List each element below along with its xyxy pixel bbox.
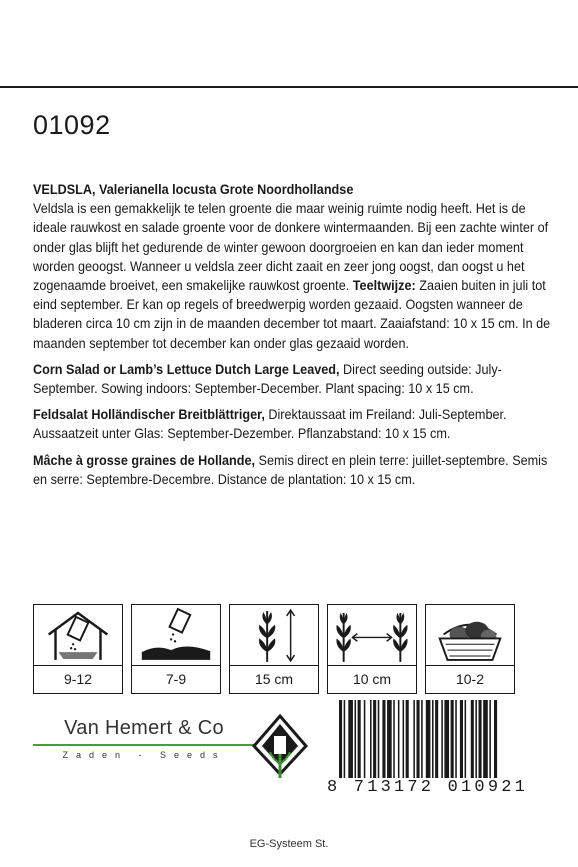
product-code: 01092 [33,110,111,140]
brand [33,717,255,760]
description [33,180,555,496]
paragraph-en [33,360,555,398]
barcode-number: 8 713172 010921 [327,778,529,797]
title-fr: Mâche à grosse graines de Hollande, [33,452,256,468]
text-en: Direct seeding outside: July-September. Sowing indoors: September-December. Plant spacing: 10 x 15 cm. [33,361,502,397]
icon-label: 15 cm [254,671,294,687]
title-en: Corn Salad or Lamb’s Lettuce Dutch Large Leaved, [33,361,340,377]
brand-rule [33,744,255,746]
greenhouse-sowing-icon [34,605,122,666]
icon-label: 9-12 [63,671,93,687]
title-de: Feldsalat Holländischer Breitblättriger, [33,407,265,423]
text-fr: Semis direct en plein terre: juillet-septembre. Semis en serre: Septembre-Decembre. Distance de plantation: 10 x 15 cm. [33,452,548,487]
cultivation-text: Zaaien buiten in juli tot eind september. Er kan op regels of breedwerpig worden gezaaid. Oogsten wanneer de bladeren circa 10 cm zijn in de maanden december tot maart. Zaaiafstand: 10 x 15 cm. In de maanden september tot december kan onder glas gezaaid worden. [33,278,551,351]
icon-label: 10 cm [352,671,392,687]
brand-name: Van Hemert & Co [64,717,224,739]
icon-box-greenhouse [33,604,123,694]
plant-height-icon [230,605,318,666]
text-nl: Veldsla is een gemakkelijk te telen groente die maar weinig ruimte nodig heeft. Het is de ideale rauwkost en salade groente voor de donkere wintermaanden. Bij een zachte winter of onder glas blijft het gedurende de winter gewoon doorgroeien en kan dan ieder moment worden geoogst. Wanneer u veldsla zeer dicht zaait en zeer jong oogst, dan oogst u het zogenaamde broeivet, een smakelijke rauwkost groente. [33,201,549,294]
icon-box-outdoor [131,604,221,694]
paragraph-fr [33,451,555,489]
cultivation-icons [33,604,515,694]
plant-spacing-icon [328,605,416,666]
brand-logo-icon [250,712,310,782]
paragraph-nl [33,180,555,353]
icon-box-spacing [327,604,417,694]
icon-label: 7-9 [165,671,187,687]
outdoor-sowing-icon [132,605,220,666]
harvest-basket-icon [426,605,514,666]
title-nl: VELDSLA, Valerianella locusta Grote Noordhollandse [33,182,354,197]
text-de: Direktaussaat im Freiland: Juli-September. Aussaatzeit unter Glas: September-Dezember. Pflanzabstand: 10 x 15 cm. [33,407,507,442]
top-rule [0,86,578,88]
paragraph-de [33,405,555,443]
cultivation-label: Teeltwijze: [352,278,416,294]
footer-text: EG-Systeem St. [249,838,329,850]
icon-box-height [229,604,319,694]
icon-label: 10-2 [455,671,485,687]
icon-box-harvest [425,604,515,694]
brand-tagline: Zaden - Seeds [62,749,226,760]
